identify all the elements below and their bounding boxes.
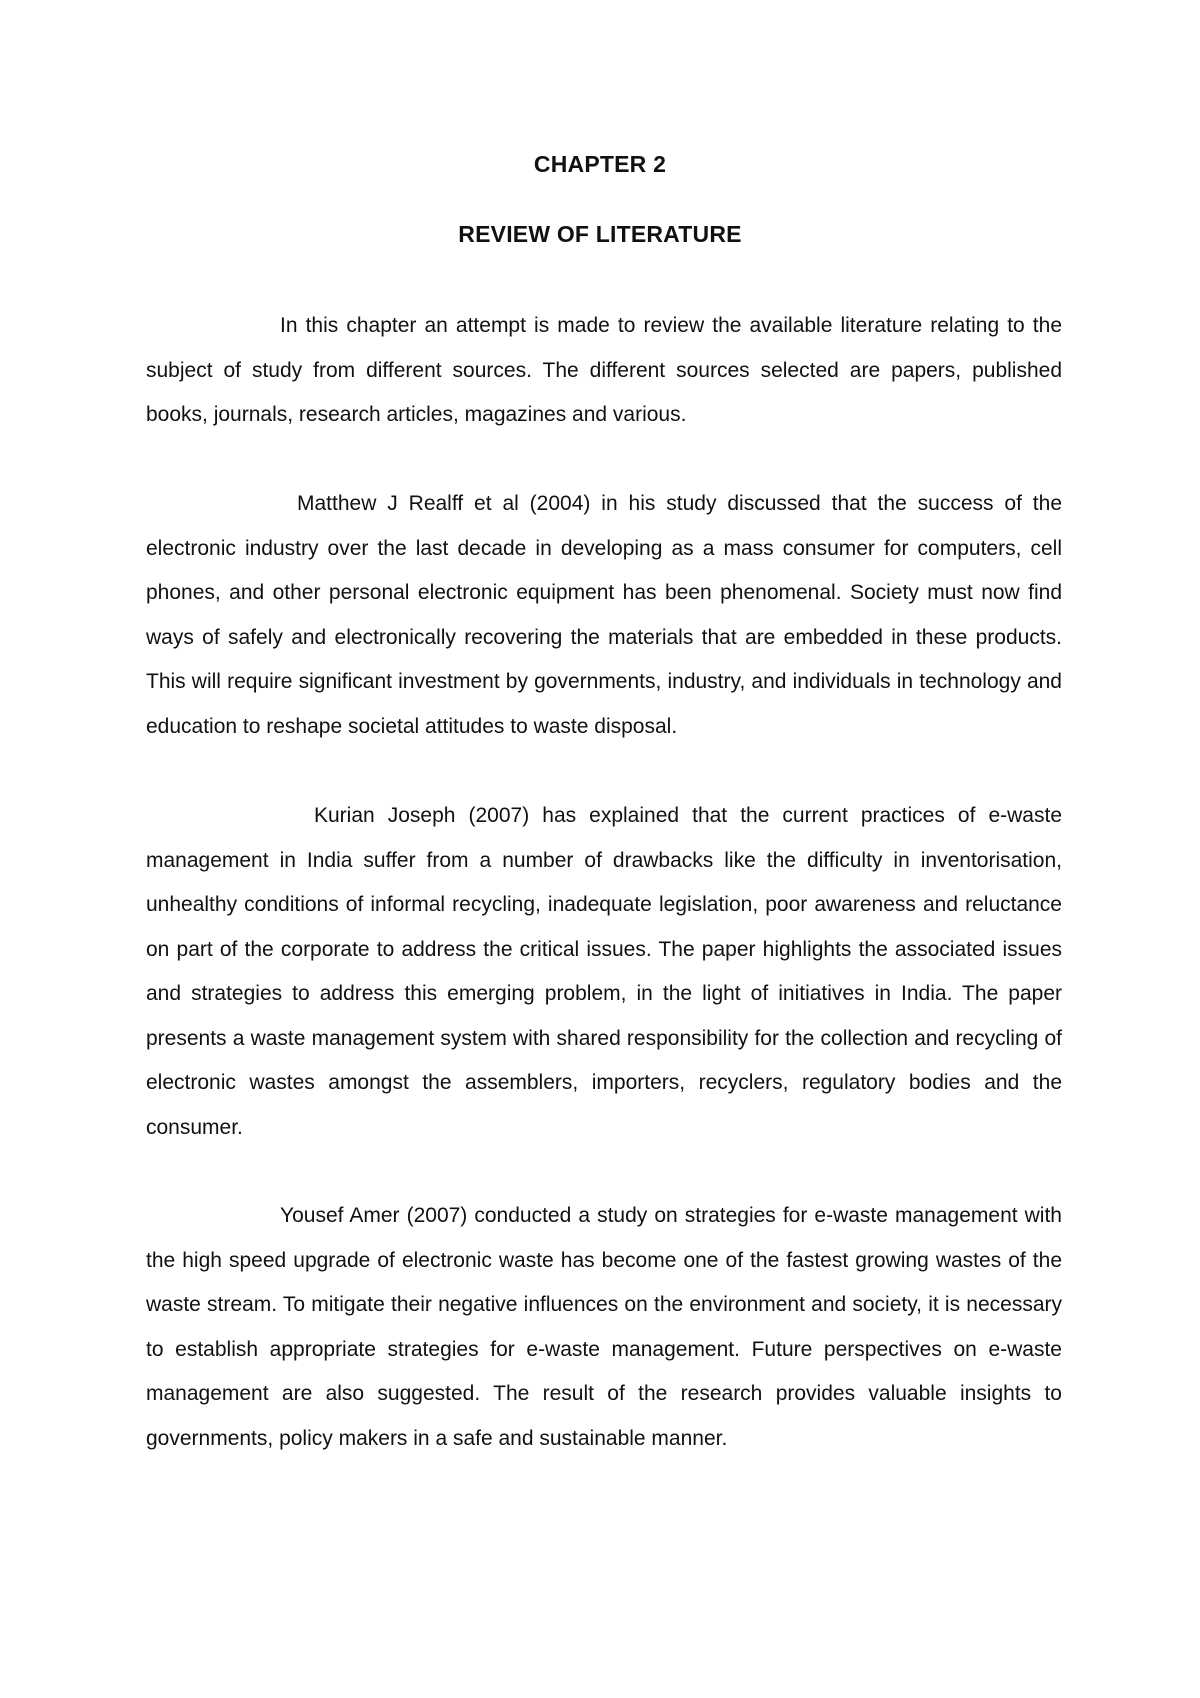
paragraph-realff: Matthew J Realff et al (2004) in his study discussed that the success of the electronic industry over the last decade in developing as a mass consumer for computers, cell phones, and other personal electronic equipment has been phenomenal. Society must now find ways of safely and electronically recovering the materials that are embedded in these products. This will require significant investment by governments, industry, and individuals in technology and education to reshape societal attitudes to waste disposal. xyxy=(146,492,1062,738)
chapter-heading: CHAPTER 2 xyxy=(533,151,667,177)
paragraph-joseph: Kurian Joseph (2007) has explained that the current practices of e-waste management in India suffer from a number of drawbacks like the difficulty in inventorisation, unhealthy conditions of informal recycling, inadequate legislation, poor awareness and reluctance on part of the corporate to address the critical issues. The paper highlights the associated issues and strategies to address this emerging problem, in the light of initiatives in India. The paper presents a waste management system with shared responsibility for the collection and recycling of electronic wastes amongst the assemblers, importers, recyclers, regulatory bodies and the consumer. xyxy=(146,804,1062,1139)
section-title: REVIEW OF LITERATURE xyxy=(458,221,742,247)
paragraph-amer: Yousef Amer (2007) conducted a study on strategies for e-waste management with the high speed upgrade of electronic waste has become one of the fastest growing wastes of the waste stream. To mitigate their negative influences on the environment and society, it is necessary to establish appropriate strategies for e-waste management. Future perspectives on e-waste management are also suggested. The result of the research provides valuable insights to governments, policy makers in a safe and sustainable manner. xyxy=(146,1204,1062,1450)
paragraph-introduction: In this chapter an attempt is made to review the available literature relating to the subject of study from different sources. The different sources selected are papers, published books, journals, research articles, magazines and various. xyxy=(146,314,1062,426)
